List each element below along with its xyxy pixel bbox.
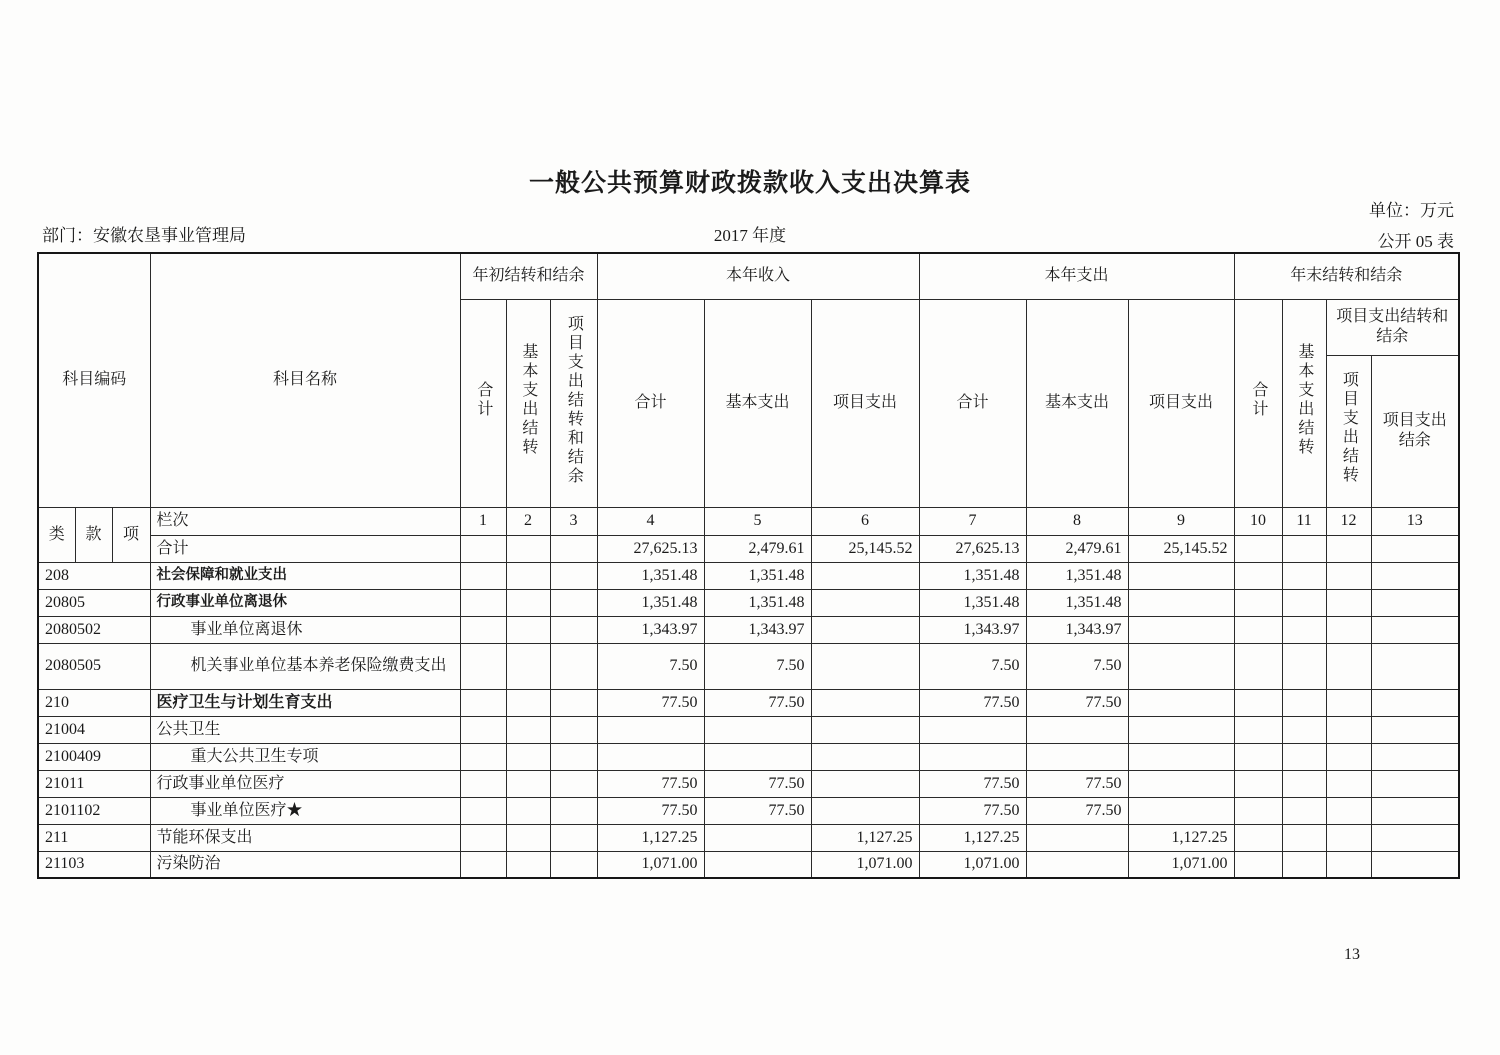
cell-subject-code: 2080505	[38, 643, 150, 689]
col6-income-project-header: 项目支出	[811, 299, 919, 507]
total-value-cell	[506, 535, 550, 562]
cell-value	[550, 689, 597, 716]
cell-value	[1371, 851, 1459, 878]
group-begin-balance-header	[460, 253, 597, 299]
cell-value	[1026, 851, 1128, 878]
group-income-header: 本年收入	[597, 253, 919, 299]
cell-value	[1128, 562, 1234, 589]
cell-value	[1326, 689, 1371, 716]
table-row	[38, 851, 1459, 878]
cell-value	[1326, 716, 1371, 743]
page-number: 13	[1344, 946, 1360, 963]
table-row	[38, 770, 1459, 797]
cell-value: 1,351.48	[1026, 589, 1128, 616]
table-row	[38, 716, 1459, 743]
cell-value	[550, 824, 597, 851]
meta-row	[0, 221, 1500, 251]
col-index-cell: 12	[1326, 507, 1371, 535]
cell-subject-code: 2100409	[38, 743, 150, 770]
cell-subject-name: 社会保障和就业支出	[150, 562, 460, 589]
cell-value: 1,127.25	[1128, 824, 1234, 851]
total-row	[38, 535, 1459, 562]
table-row	[38, 824, 1459, 851]
cell-value	[1234, 770, 1282, 797]
group-end-balance-header: 年末结转和结余	[1234, 253, 1459, 299]
cell-value	[1371, 643, 1459, 689]
total-value-cell: 27,625.13	[597, 535, 704, 562]
cell-value	[1234, 851, 1282, 878]
unit-label: 单位：万元	[1369, 201, 1454, 220]
cell-value	[460, 689, 506, 716]
col-index-cell: 5	[704, 507, 811, 535]
cell-subject-name: 行政事业单位离退休	[150, 589, 460, 616]
cell-value	[460, 851, 506, 878]
cell-value: 7.50	[919, 643, 1026, 689]
cell-subject-name: 污染防治	[150, 851, 460, 878]
cell-value: 7.50	[704, 643, 811, 689]
cell-value	[1371, 743, 1459, 770]
cell-value	[597, 743, 704, 770]
cell-value	[506, 562, 550, 589]
cell-subject-code: 2101102	[38, 797, 150, 824]
col-index-cell: 7	[919, 507, 1026, 535]
cell-value	[811, 689, 919, 716]
col5-income-basic-header: 基本支出	[704, 299, 811, 507]
cell-value	[1326, 562, 1371, 589]
cell-value	[1371, 824, 1459, 851]
cell-value	[1282, 616, 1326, 643]
cell-value	[811, 797, 919, 824]
cell-subject-name: 节能环保支出	[150, 824, 460, 851]
col13-project-balance-header: 项目支出结余	[1371, 355, 1459, 507]
group-begin-balance-label: 年初结转和结余	[472, 267, 585, 285]
cell-value	[1371, 689, 1459, 716]
cell-value	[1026, 716, 1128, 743]
cell-value	[597, 716, 704, 743]
cell-value: 1,071.00	[811, 851, 919, 878]
cell-value	[460, 797, 506, 824]
col7-expense-total-header: 合计	[919, 299, 1026, 507]
cell-value	[1234, 616, 1282, 643]
cell-subject-name: 医疗卫生与计划生育支出	[150, 689, 460, 716]
page-title: 一般公共预算财政拨款收入支出决算表	[528, 169, 971, 197]
cell-value: 7.50	[597, 643, 704, 689]
cell-value: 77.50	[1026, 689, 1128, 716]
cell-value	[506, 770, 550, 797]
cell-value	[811, 770, 919, 797]
cell-value: 77.50	[597, 770, 704, 797]
cell-value	[506, 743, 550, 770]
cell-subject-code: 211	[38, 824, 150, 851]
total-value-cell	[1282, 535, 1326, 562]
cell-value	[1128, 716, 1234, 743]
cell-value: 77.50	[919, 770, 1026, 797]
subject-name-header: 科目名称	[150, 253, 460, 507]
cell-subject-code: 20805	[38, 589, 150, 616]
cell-value	[550, 770, 597, 797]
total-value-cell: 2,479.61	[1026, 535, 1128, 562]
cell-value	[1234, 797, 1282, 824]
total-value-cell: 25,145.52	[811, 535, 919, 562]
cell-value	[460, 562, 506, 589]
table-row	[38, 616, 1459, 643]
cell-value: 77.50	[919, 689, 1026, 716]
cell-value	[506, 824, 550, 851]
cell-value	[1234, 562, 1282, 589]
subject-code-header: 科目编码	[38, 253, 150, 507]
cell-value	[811, 616, 919, 643]
cell-subject-name: 行政事业单位医疗	[150, 770, 460, 797]
total-value-cell	[1326, 535, 1371, 562]
cell-value	[460, 824, 506, 851]
cell-value: 77.50	[1026, 770, 1128, 797]
cell-value	[506, 797, 550, 824]
cell-value	[1326, 643, 1371, 689]
cell-subject-name: 机关事业单位基本养老保险缴费支出	[150, 643, 460, 689]
col-index-cell: 6	[811, 507, 919, 535]
col4-income-total-header: 合计	[597, 299, 704, 507]
cell-value	[811, 562, 919, 589]
cell-value: 77.50	[597, 689, 704, 716]
cell-value: 77.50	[704, 689, 811, 716]
cell-value	[460, 616, 506, 643]
table-row	[38, 743, 1459, 770]
cell-value: 1,351.48	[919, 589, 1026, 616]
cell-value: 77.50	[704, 797, 811, 824]
cell-value	[1326, 589, 1371, 616]
data-rows	[38, 562, 1459, 878]
cell-value	[1234, 716, 1282, 743]
cell-subject-name: 公共卫生	[150, 716, 460, 743]
cell-value	[1282, 643, 1326, 689]
cell-value	[1371, 716, 1459, 743]
cell-value	[460, 716, 506, 743]
col-index-cell: 10	[1234, 507, 1282, 535]
total-value-cell: 27,625.13	[919, 535, 1026, 562]
cell-value	[1282, 824, 1326, 851]
cell-subject-code: 2080502	[38, 616, 150, 643]
col11-basic-carry-header: 基本支出结转	[1282, 299, 1326, 507]
cell-value: 1,343.97	[704, 616, 811, 643]
cell-value	[1371, 562, 1459, 589]
cell-value	[460, 643, 506, 689]
cell-value	[1282, 797, 1326, 824]
cell-value: 77.50	[1026, 797, 1128, 824]
cell-value: 1,351.48	[704, 589, 811, 616]
table-row	[38, 562, 1459, 589]
cell-value	[1371, 770, 1459, 797]
cell-value	[1326, 616, 1371, 643]
cell-value	[1026, 824, 1128, 851]
cell-subject-code: 21011	[38, 770, 150, 797]
cell-value: 7.50	[1026, 643, 1128, 689]
cell-value	[1128, 643, 1234, 689]
table-row	[38, 589, 1459, 616]
cell-value	[550, 616, 597, 643]
col1-total-header: 合计	[460, 299, 506, 507]
total-value-cell	[1371, 535, 1459, 562]
total-value-cell	[1234, 535, 1282, 562]
table-row	[38, 689, 1459, 716]
col-index-cell: 3	[550, 507, 597, 535]
cell-value: 77.50	[919, 797, 1026, 824]
cell-value	[1371, 616, 1459, 643]
department-label: 部门：安徽农垦事业管理局	[42, 226, 246, 245]
cell-value: 1,351.48	[919, 562, 1026, 589]
cell-value: 1,071.00	[919, 851, 1026, 878]
cell-value	[919, 743, 1026, 770]
cell-subject-code: 210	[38, 689, 150, 716]
cell-value	[1282, 770, 1326, 797]
cell-value	[1234, 589, 1282, 616]
col2-basic-carry-header: 基本支出结转	[506, 299, 550, 507]
cell-value: 1,127.25	[919, 824, 1026, 851]
cell-subject-code: 21103	[38, 851, 150, 878]
cell-value	[506, 716, 550, 743]
cell-value: 1,343.97	[919, 616, 1026, 643]
cell-value	[1282, 851, 1326, 878]
total-value-cell	[460, 535, 506, 562]
cell-value	[1234, 743, 1282, 770]
cell-value	[506, 616, 550, 643]
cell-value: 1,071.00	[597, 851, 704, 878]
cell-subject-code: 208	[38, 562, 150, 589]
cell-value: 1,351.48	[1026, 562, 1128, 589]
cell-value	[1326, 851, 1371, 878]
cell-value	[811, 716, 919, 743]
cell-value	[1128, 770, 1234, 797]
cell-value	[550, 797, 597, 824]
cell-subject-name: 事业单位医疗★	[150, 797, 460, 824]
col-index-cell: 1	[460, 507, 506, 535]
cell-value	[1128, 797, 1234, 824]
cell-value	[460, 743, 506, 770]
cell-value	[1282, 743, 1326, 770]
cell-value	[1234, 824, 1282, 851]
total-value-cell	[550, 535, 597, 562]
cell-value	[1326, 797, 1371, 824]
cell-value	[704, 716, 811, 743]
col9-expense-project-header: 项目支出	[1128, 299, 1234, 507]
cell-value	[1026, 743, 1128, 770]
cell-value	[1234, 689, 1282, 716]
cell-value	[550, 851, 597, 878]
cell-value	[919, 716, 1026, 743]
subgroup-project-carry-header: 项目支出结转和结余	[1326, 299, 1459, 355]
cell-value	[811, 589, 919, 616]
col-index-cell: 9	[1128, 507, 1234, 535]
header-row-groups	[38, 253, 1459, 299]
total-row-label: 合计	[150, 535, 460, 562]
group-expense-header: 本年支出	[919, 253, 1234, 299]
colindex-label: 栏次	[150, 507, 460, 535]
cell-value	[550, 562, 597, 589]
col8-expense-basic-header: 基本支出	[1026, 299, 1128, 507]
cell-value	[460, 770, 506, 797]
colindex-row	[38, 507, 1459, 535]
cell-value	[1371, 797, 1459, 824]
cell-value	[1128, 743, 1234, 770]
cell-value	[1128, 616, 1234, 643]
cell-value	[506, 643, 550, 689]
cell-value	[1326, 743, 1371, 770]
col12-project-carry-header: 项目支出结转	[1326, 355, 1371, 507]
col-index-cell: 4	[597, 507, 704, 535]
cell-value	[1234, 643, 1282, 689]
cell-value	[1371, 589, 1459, 616]
cell-value	[1326, 824, 1371, 851]
cell-subject-name: 重大公共卫生专项	[150, 743, 460, 770]
cell-value	[506, 589, 550, 616]
col10-total-header: 合计	[1234, 299, 1282, 507]
cell-subject-name: 事业单位离退休	[150, 616, 460, 643]
cell-value	[1282, 562, 1326, 589]
col-index-cell: 11	[1282, 507, 1326, 535]
year-label: 2017 年度	[713, 226, 787, 245]
table-row	[38, 797, 1459, 824]
cell-value	[1282, 589, 1326, 616]
cell-value: 1,127.25	[811, 824, 919, 851]
class-header: 类	[38, 507, 75, 562]
cell-value	[506, 689, 550, 716]
cell-value	[506, 851, 550, 878]
cell-value	[550, 743, 597, 770]
col-index-cell: 2	[506, 507, 550, 535]
cell-value	[811, 743, 919, 770]
cell-value: 77.50	[704, 770, 811, 797]
cell-value	[704, 824, 811, 851]
cell-value: 1,343.97	[1026, 616, 1128, 643]
cell-value	[704, 743, 811, 770]
cell-value	[1326, 770, 1371, 797]
total-value-cell: 2,479.61	[704, 535, 811, 562]
cell-value: 77.50	[597, 797, 704, 824]
cell-value	[811, 643, 919, 689]
cell-value	[1128, 689, 1234, 716]
cell-value: 1,343.97	[597, 616, 704, 643]
total-value-cell: 25,145.52	[1128, 535, 1234, 562]
cell-value: 1,351.48	[597, 589, 704, 616]
col3-project-carry-header: 项目支出结转和结余	[550, 299, 597, 507]
cell-value	[550, 716, 597, 743]
cell-value: 1,351.48	[704, 562, 811, 589]
cell-value	[1282, 689, 1326, 716]
cell-value	[1128, 589, 1234, 616]
cell-value	[1282, 716, 1326, 743]
cell-value	[460, 589, 506, 616]
cell-value	[704, 851, 811, 878]
cell-subject-code: 21004	[38, 716, 150, 743]
table-row	[38, 643, 1459, 689]
cell-value	[550, 589, 597, 616]
item-header: 项	[112, 507, 150, 562]
header-rows	[38, 253, 1459, 562]
cell-value: 1,351.48	[597, 562, 704, 589]
table-code-label: 公开 05 表	[1377, 232, 1454, 251]
cell-value: 1,127.25	[597, 824, 704, 851]
fiscal-table	[37, 252, 1460, 879]
section-header: 款	[75, 507, 112, 562]
col-index-cell: 13	[1371, 507, 1459, 535]
cell-value: 1,071.00	[1128, 851, 1234, 878]
col-index-cell: 8	[1026, 507, 1128, 535]
cell-value	[550, 643, 597, 689]
